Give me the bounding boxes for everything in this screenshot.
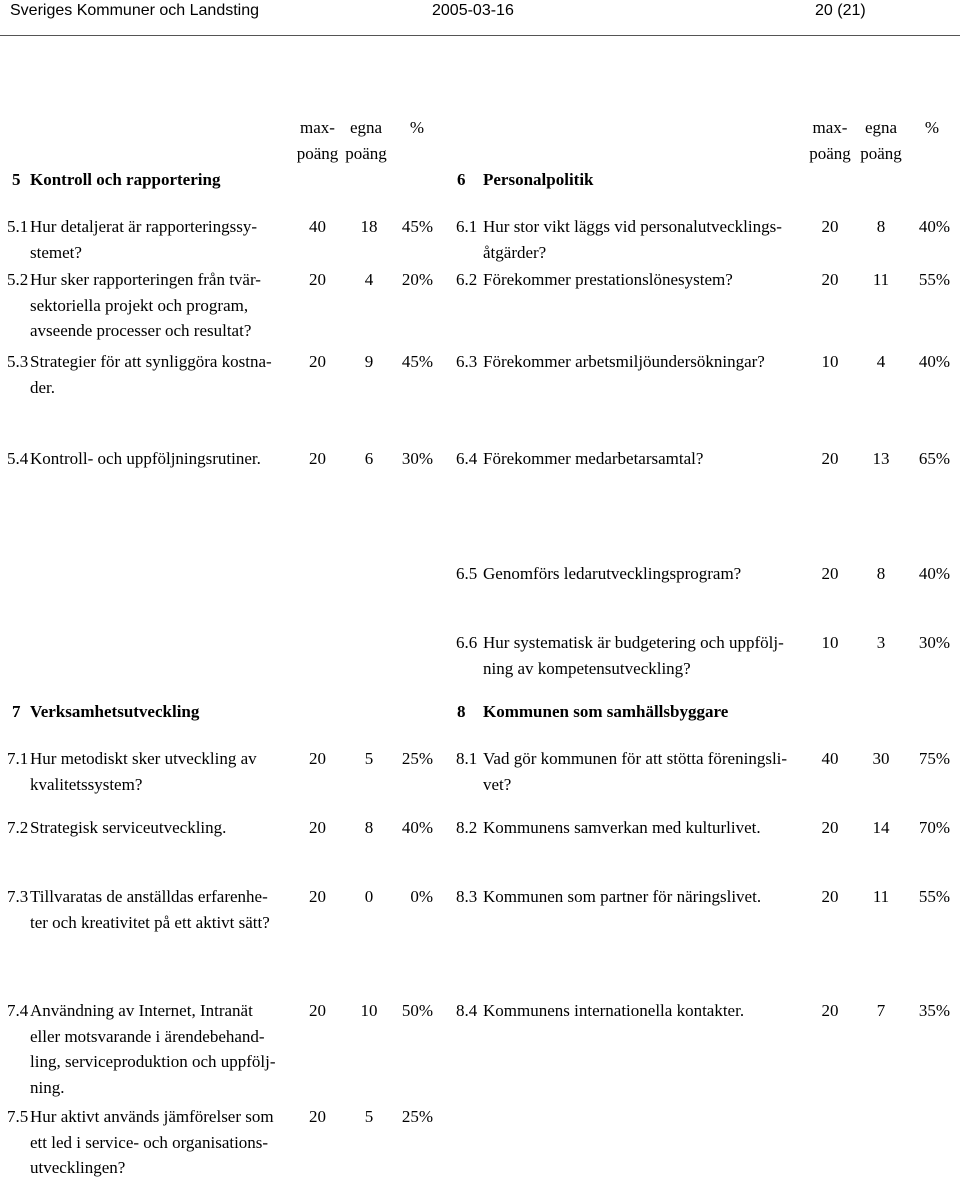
item-question-line: Hur aktivt används jämförelser som [30, 1107, 274, 1126]
percent-value: 40% [918, 564, 950, 583]
section-heading-8 [450, 699, 960, 725]
item-question-line: Hur detaljerat är rapporteringssy- [30, 217, 258, 236]
own-points-value: 11 [872, 270, 890, 289]
own-points-value: 4 [364, 270, 374, 289]
percent-value: 30% [401, 449, 433, 468]
own-points-value: 14 [872, 818, 890, 837]
percent-value: 20% [401, 270, 433, 289]
item-8-2 [450, 815, 960, 841]
percent-header: % [924, 118, 940, 137]
item-question-line: vet? [483, 774, 512, 794]
item-number: 5.3 [7, 352, 29, 371]
header-line: max- [812, 118, 848, 137]
item-question [483, 349, 765, 375]
item-question [483, 884, 761, 910]
item-number: 6.6 [456, 633, 478, 652]
own-points-value: 18 [360, 217, 378, 236]
percent-value: 50% [401, 1001, 433, 1020]
item-question-line: Hur systematisk är budgetering och uppfölj- [483, 633, 784, 652]
item-question [30, 267, 261, 344]
percent-value: 25% [401, 749, 433, 768]
section-heading-6 [450, 167, 960, 193]
item-question-line: eller motsvarande i ärendebehand- [30, 1026, 265, 1046]
own-points-value: 13 [872, 449, 890, 468]
item-question-line: Tillvaratas de anställdas erfarenhe- [30, 887, 268, 906]
max-points-value: 20 [821, 818, 839, 837]
item-number: 6.2 [456, 270, 478, 289]
percent-value: 30% [918, 633, 950, 652]
item-question-line: avseende processer och resultat? [30, 321, 252, 341]
percent-value: 45% [401, 352, 433, 371]
item-question-line: ning. [30, 1078, 65, 1098]
item-question-line: Hur sker rapporteringen från tvär- [30, 270, 261, 289]
percent-value: 35% [918, 1001, 950, 1020]
item-question [483, 267, 733, 293]
item-question-line: ter och kreativitet på ett aktivt sätt? [30, 912, 270, 932]
header-line: max- [300, 118, 335, 137]
own-points-value: 5 [364, 1107, 374, 1126]
own-points-value: 9 [364, 352, 374, 371]
item-question-line: sektoriella projekt och program, [30, 295, 249, 315]
own-points-value: 3 [876, 633, 886, 652]
percent-value: 40% [918, 352, 950, 371]
item-question-line: kvalitetssystem? [30, 774, 143, 794]
column-headers-left [0, 115, 445, 167]
own-points-value: 30 [872, 749, 890, 768]
percent-header: % [409, 118, 425, 137]
item-6-5 [450, 561, 960, 587]
item-question-line: Vad gör kommunen för att stötta föreningsli- [483, 749, 788, 768]
item-question-line: Hur metodiskt sker utveckling av [30, 749, 257, 768]
own-points-header [859, 115, 903, 166]
item-number: 5.1 [7, 217, 29, 236]
item-number: 5.4 [7, 449, 29, 468]
item-question-line: Strategier för att synliggöra kostna- [30, 352, 272, 371]
item-question-line: Förekommer prestationslönesystem? [483, 270, 733, 289]
item-question [30, 1104, 274, 1181]
section-number: 8 [457, 702, 466, 721]
header-line: egna [864, 118, 898, 137]
item-question-line: Kontroll- och uppföljningsrutiner. [30, 449, 261, 468]
item-5-4 [0, 446, 445, 472]
header-organization: Sveriges Kommuner och Landsting [10, 2, 260, 19]
item-question [30, 998, 276, 1101]
item-6-4 [450, 446, 960, 472]
section-heading-7 [0, 699, 445, 725]
item-question-line: utvecklingen? [30, 1158, 126, 1178]
item-question-line: Förekommer medarbetarsamtal? [483, 449, 704, 468]
item-question-line: ning av kompetensutveckling? [483, 658, 691, 678]
header-line: poäng [345, 143, 387, 163]
percent-value: 70% [918, 818, 950, 837]
item-question [483, 561, 741, 587]
item-number: 7.1 [7, 749, 29, 768]
item-8-1 [450, 746, 960, 794]
item-number: 7.3 [7, 887, 29, 906]
item-question-line: ling, serviceproduktion och uppfölj- [30, 1052, 276, 1072]
own-points-value: 8 [364, 818, 374, 837]
column-headers-right [450, 115, 960, 167]
percent-value: 75% [918, 749, 950, 768]
max-points-value: 20 [309, 749, 326, 768]
percent-value: 55% [918, 887, 950, 906]
item-question [483, 746, 787, 797]
item-5-2 [0, 267, 445, 341]
item-6-6 [450, 630, 960, 678]
max-points-value: 20 [309, 818, 326, 837]
item-5-3 [0, 349, 445, 397]
section-title: Kontroll och rapportering [30, 170, 221, 189]
section-title: Kommunen som samhällsbyggare [483, 702, 729, 721]
percent-value: 40% [918, 217, 950, 236]
max-points-value: 40 [821, 749, 839, 768]
max-points-value: 20 [821, 217, 839, 236]
header-line: poäng [296, 143, 339, 163]
item-question [30, 746, 257, 797]
section-title: Verksamhetsutveckling [30, 702, 200, 721]
item-question [30, 446, 261, 472]
item-number: 7.2 [7, 818, 29, 837]
percent-value: 65% [918, 449, 950, 468]
item-question-line: ett led i service- och organisations- [30, 1132, 269, 1152]
item-question-line: Genomförs ledarutvecklingsprogram? [483, 564, 742, 583]
item-7-3 [0, 884, 445, 932]
item-question-line: Kommunens internationella kontakter. [483, 1001, 745, 1020]
item-number: 6.4 [456, 449, 478, 468]
max-points-header [808, 115, 852, 166]
header-line: poäng [809, 143, 851, 163]
item-number: 8.1 [456, 749, 478, 768]
item-question-line: stemet? [30, 242, 82, 262]
max-points-header [295, 115, 340, 166]
own-points-value: 5 [364, 749, 374, 768]
max-points-value: 20 [309, 1107, 326, 1126]
max-points-value: 20 [821, 270, 839, 289]
item-6-2 [450, 267, 960, 293]
item-question [30, 214, 257, 265]
own-points-value: 4 [876, 352, 886, 371]
item-question [483, 446, 703, 472]
item-7-2 [0, 815, 445, 841]
section-number: 5 [12, 170, 21, 189]
header-line: egna [349, 118, 383, 137]
item-number: 5.2 [7, 270, 29, 289]
percent-value: 40% [401, 818, 433, 837]
item-question-line: Strategisk serviceutveckling. [30, 818, 227, 837]
max-points-value: 20 [309, 887, 326, 906]
own-points-value: 8 [876, 217, 886, 236]
max-points-value: 20 [821, 1001, 839, 1020]
own-points-value: 8 [876, 564, 886, 583]
item-question [483, 214, 782, 265]
item-5-1 [0, 214, 445, 262]
item-question-line: Hur stor vikt läggs vid personalutvecklings- [483, 217, 782, 236]
item-7-1 [0, 746, 445, 794]
item-question-line: Användning av Internet, Intranät [30, 1001, 253, 1020]
section-title: Personalpolitik [483, 170, 594, 189]
max-points-value: 20 [821, 887, 839, 906]
header-page-number: 20 (21) [815, 2, 866, 19]
max-points-value: 10 [821, 633, 839, 652]
item-number: 8.4 [456, 1001, 478, 1020]
item-number: 6.5 [456, 564, 478, 583]
item-7-4 [0, 998, 445, 1098]
item-question [483, 998, 744, 1024]
header-divider [0, 35, 960, 36]
item-number: 8.3 [456, 887, 478, 906]
item-question [30, 884, 270, 935]
max-points-value: 20 [309, 449, 326, 468]
own-points-value: 10 [360, 1001, 378, 1020]
own-points-header [342, 115, 390, 166]
max-points-value: 20 [309, 270, 326, 289]
max-points-value: 20 [821, 564, 839, 583]
item-number: 7.5 [7, 1107, 29, 1126]
item-number: 6.1 [456, 217, 478, 236]
item-question-line: Förekommer arbetsmiljöundersökningar? [483, 352, 765, 371]
item-question [483, 815, 761, 841]
own-points-value: 0 [364, 887, 374, 906]
percent-value: 55% [918, 270, 950, 289]
own-points-value: 6 [364, 449, 374, 468]
item-number: 8.2 [456, 818, 478, 837]
item-question-line: åtgärder? [483, 242, 547, 262]
own-points-value: 11 [872, 887, 890, 906]
item-question-line: Kommunens samverkan med kulturlivet. [483, 818, 761, 837]
item-8-3 [450, 884, 960, 910]
header-line: poäng [860, 143, 902, 163]
max-points-value: 20 [309, 352, 326, 371]
header-date: 2005-03-16 [432, 2, 514, 19]
item-question [30, 815, 226, 841]
max-points-value: 20 [821, 449, 839, 468]
item-question-line: der. [30, 377, 56, 397]
section-number: 6 [457, 170, 466, 189]
item-number: 7.4 [7, 1001, 29, 1020]
max-points-value: 20 [309, 1001, 326, 1020]
section-heading-5 [0, 167, 445, 193]
item-question-line: Kommunen som partner för näringslivet. [483, 887, 762, 906]
item-number: 6.3 [456, 352, 478, 371]
own-points-value: 7 [876, 1001, 886, 1020]
item-8-4 [450, 998, 960, 1024]
item-6-1 [450, 214, 960, 262]
percent-value: 0% [410, 887, 433, 906]
item-7-5 [0, 1104, 445, 1178]
percent-value: 45% [401, 217, 433, 236]
max-points-value: 40 [309, 217, 326, 236]
item-question [483, 630, 784, 681]
item-question [30, 349, 272, 400]
percent-value: 25% [401, 1107, 433, 1126]
max-points-value: 10 [821, 352, 839, 371]
section-number: 7 [12, 702, 21, 721]
item-6-3 [450, 349, 960, 375]
